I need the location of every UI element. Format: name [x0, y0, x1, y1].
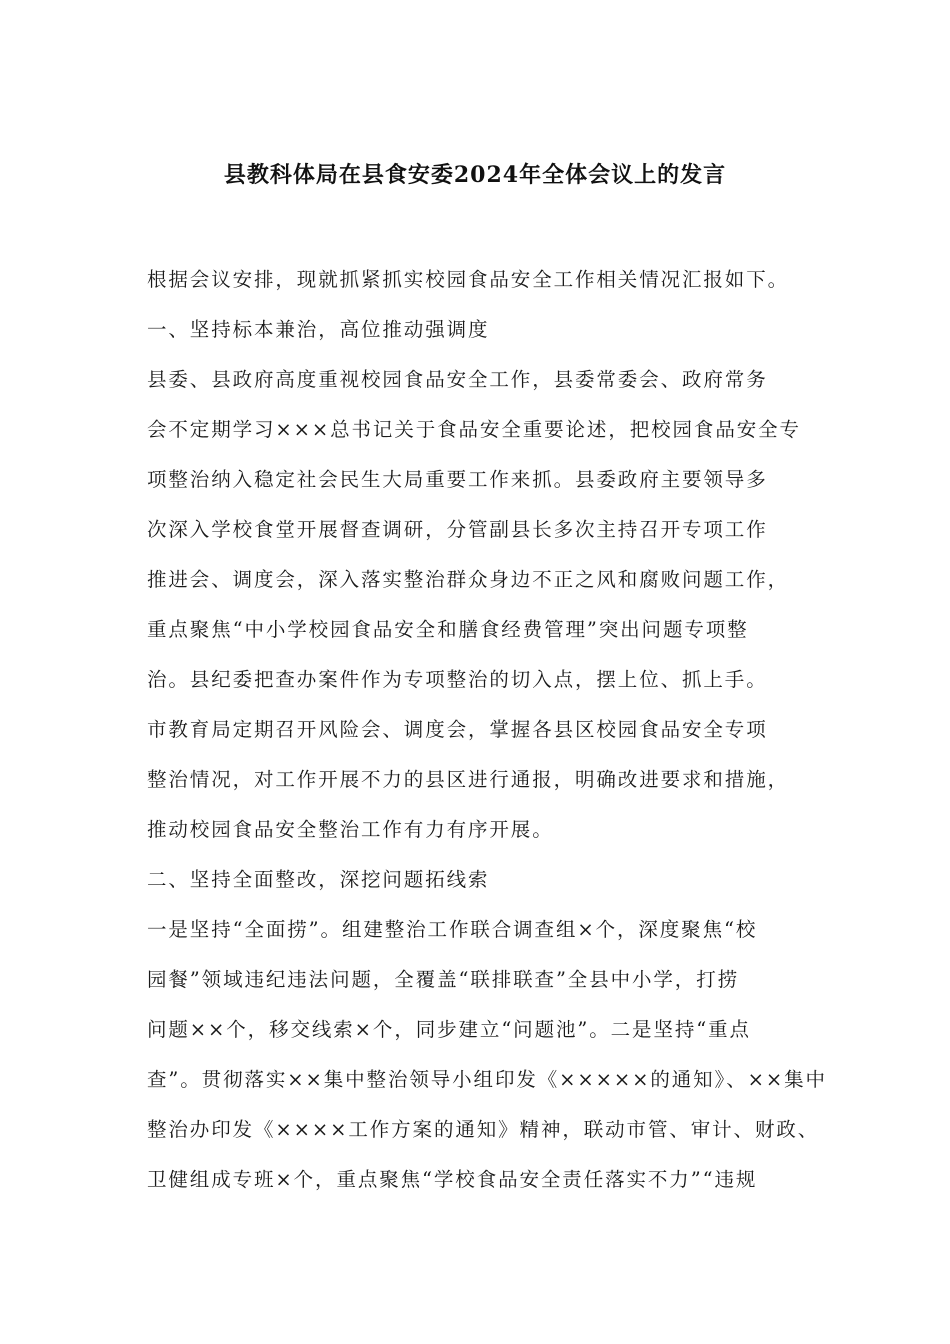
paragraph-line: 项整治纳入稳定社会民生大局重要工作来抓。县委政府主要领导多 — [147, 468, 768, 491]
paragraph-line: 重点聚焦“中小学校园食品安全和膳食经费管理”突出问题专项整 — [147, 618, 749, 641]
paragraph-line: 整治情况，对工作开展不力的县区进行通报，明确改进要求和措施， — [147, 768, 790, 791]
section-heading-1: 一、坚持标本兼治，高位推动强调度 — [147, 318, 490, 341]
paragraph-line: 卫健组成专班×个，重点聚焦“学校食品安全责任落实不力”“违规 — [147, 1168, 758, 1191]
section-heading-2: 二、坚持全面整改，深挖问题拓线索 — [147, 868, 490, 891]
paragraph-line: 整治办印发《××××工作方案的通知》精神，联动市管、审计、财政、 — [147, 1118, 820, 1141]
document-body — [147, 255, 827, 1205]
paragraph-line: 县委、县政府高度重视校园食品安全工作，县委常委会、政府常务 — [147, 368, 768, 391]
paragraph-line: 推动校园食品安全整治工作有力有序开展。 — [147, 818, 554, 841]
paragraph-line: 会不定期学习×××总书记关于食品安全重要论述，把校园食品安全专 — [147, 418, 801, 441]
document-title: 县教科体局在县食安委2024年全体会议上的发言 — [223, 162, 727, 188]
paragraph-line: 治。县纪委把查办案件作为专项整治的切入点，摆上位、抓上手。 — [147, 668, 768, 691]
paragraph-line: 根据会议安排，现就抓紧抓实校园食品安全工作相关情况汇报如下。 — [147, 268, 790, 291]
paragraph-line: 次深入学校食堂开展督查调研，分管副县长多次主持召开专项工作 — [147, 518, 768, 541]
paragraph-line: 市教育局定期召开风险会、调度会，掌握各县区校园食品安全专项 — [147, 718, 768, 741]
paragraph-line: 查”。贯彻落实××集中整治领导小组印发《×××××的通知》、××集中 — [147, 1068, 827, 1091]
paragraph-line: 推进会、调度会，深入落实整治群众身边不正之风和腐败问题工作， — [147, 568, 790, 591]
paragraph-line: 问题××个，移交线索×个，同步建立“问题池”。二是坚持“重点 — [147, 1018, 751, 1041]
paragraph-line: 一是坚持“全面捞”。组建整治工作联合调查组×个，深度聚焦“校 — [147, 918, 758, 941]
paragraph-line: 园餐”领域违纪违法问题，全覆盖“联排联查”全县中小学，打捞 — [147, 968, 740, 991]
